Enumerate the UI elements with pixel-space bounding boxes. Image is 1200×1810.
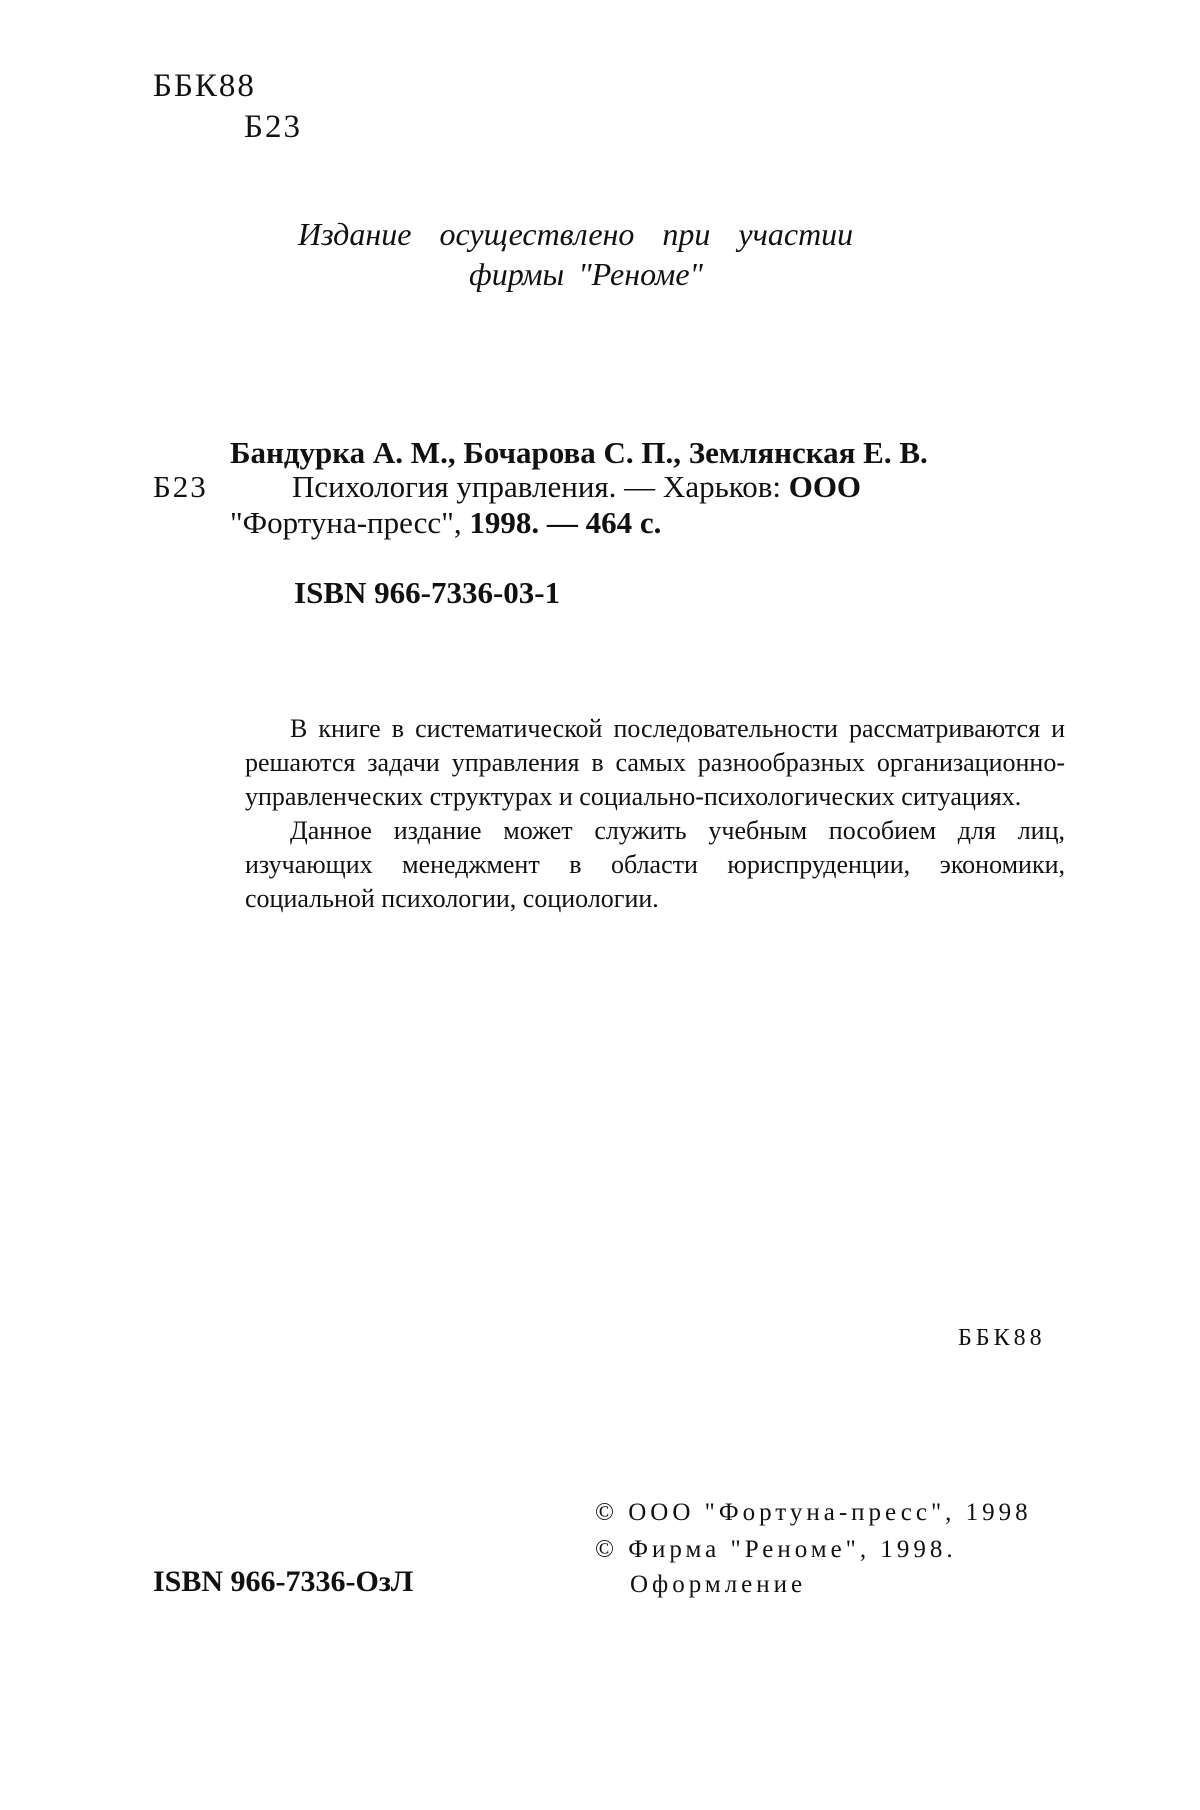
- copyright-line: Оформление: [630, 1571, 807, 1598]
- sponsor-note-line-1: Издание осуществлено при участии: [298, 216, 854, 252]
- sponsor-note-line-2: фирмы "Реноме": [469, 256, 703, 292]
- annotation: [245, 712, 1065, 916]
- copyright-line: © Фирма "Реноме", 1998.: [595, 1536, 957, 1563]
- authors: Бандурка А. М., Бочарова С. П., Землянская Е. В.: [230, 435, 928, 470]
- book-title: Психология управления. — Харьков:: [292, 469, 781, 504]
- publisher-name: "Фортуна-пресс",: [230, 505, 462, 540]
- isbn: ISBN 966-7336-03-1: [294, 575, 561, 610]
- publisher-org-form: ООО: [788, 469, 862, 504]
- bbk-classification-footer: ББК88: [958, 1325, 1046, 1351]
- bbk-classification: ББК88: [153, 68, 256, 104]
- copyright-line: © ООО "Фортуна-пресс", 1998: [595, 1499, 1032, 1526]
- isbn-footer: ISBN 966-7336-ОзЛ: [153, 1565, 414, 1598]
- bibliographic-author-mark: Б23: [153, 469, 208, 504]
- annotation-paragraph: В книге в систематической последовательности рассматриваются и решаются задачи управления в самых разнообразных организационно-управленческих структурах и социально-психологических ситуациях.: [245, 714, 1065, 811]
- author-mark: Б23: [244, 109, 302, 145]
- bibliographic-publisher-line: [230, 507, 661, 538]
- bibliographic-title-line: [292, 471, 861, 502]
- annotation-paragraph: Данное издание может служить учебным пособием для лиц, изучающих менеджмент в области юриспруденции, экономики, социальной психологии, социологии.: [245, 816, 1065, 913]
- year-and-pages: 1998. — 464 с.: [469, 505, 662, 540]
